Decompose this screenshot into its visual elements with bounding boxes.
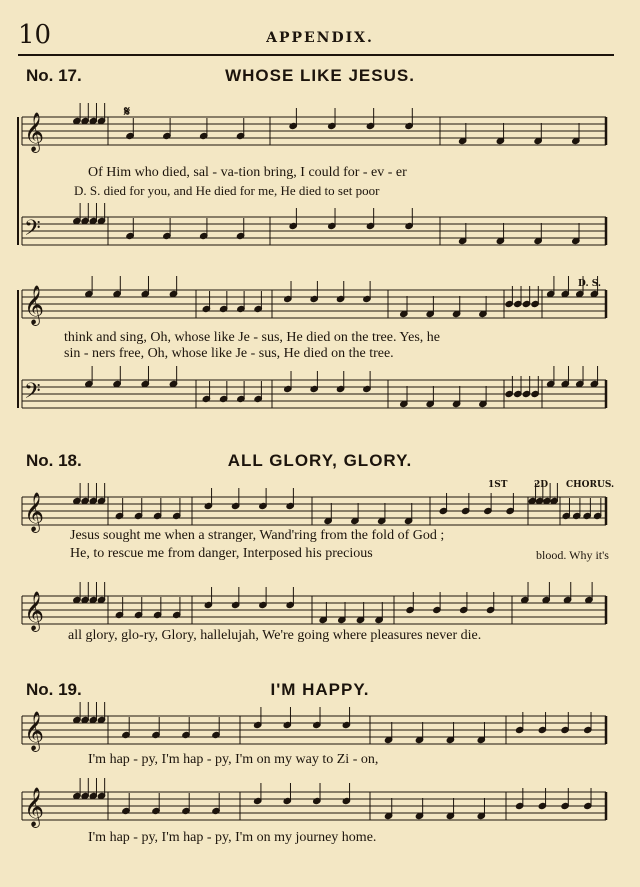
treble-clef-icon: 𝄞 bbox=[24, 787, 45, 827]
first-ending-label: 1ST bbox=[488, 480, 508, 490]
treble-clef-icon: 𝄞 bbox=[24, 112, 45, 152]
hymn-17-number: No. 17. bbox=[26, 66, 82, 85]
chorus-label: CHORUS. bbox=[566, 480, 615, 490]
treble-clef-icon: 𝄞 bbox=[24, 285, 45, 325]
hymn-17-lyric-1a: Of Him who died, sal - va-tion bring, I could for - ev - er bbox=[88, 165, 407, 180]
hymn-17-lyric-1b: D. S. died for you, and He died for me, He died to set poor bbox=[74, 183, 380, 198]
hymn-19-lyric-1: I'm hap - py, I'm hap - py, I'm on my way to Zi - on, bbox=[88, 752, 379, 767]
hymn-19-number: No. 19. bbox=[26, 680, 82, 699]
hymn-18-title: ALL GLORY, GLORY. bbox=[227, 451, 413, 470]
ds-mark: D. S. bbox=[578, 279, 602, 289]
hymn-19-title: I'M HAPPY. bbox=[270, 680, 370, 699]
hymn-18-number: No. 18. bbox=[26, 451, 82, 470]
hymn-18-lyric-1c: blood. Why it's bbox=[536, 548, 609, 562]
running-head: APPENDIX. bbox=[266, 30, 374, 46]
segno-mark: 𝄋 bbox=[124, 104, 131, 120]
second-ending-label: 2D bbox=[534, 480, 549, 490]
bass-clef-icon: 𝄢 bbox=[24, 379, 41, 409]
hymn-19-lyric-2: I'm hap - py, I'm hap - py, I'm on my journey home. bbox=[88, 830, 377, 845]
hymn-18-lyric-1b: He, to rescue me from danger, Interposed his precious bbox=[70, 546, 373, 561]
hymn-17-title: WHOSE LIKE JESUS. bbox=[225, 66, 415, 85]
treble-clef-icon: 𝄞 bbox=[24, 591, 45, 631]
hymn-17-lyric-2a: think and sing, Oh, whose like Je - sus, He died on the tree. Yes, he bbox=[64, 330, 441, 345]
treble-clef-icon: 𝄞 bbox=[24, 711, 45, 751]
hymn-18-lyric-1a: Jesus sought me when a stranger, Wand'ring from the fold of God ; bbox=[70, 528, 445, 543]
hymn-17-lyric-2b: sin - ners free, Oh, whose like Je - sus, He died on the tree. bbox=[64, 346, 394, 361]
treble-clef-icon: 𝄞 bbox=[24, 492, 45, 532]
hymn-18-lyric-2: all glory, glo-ry, Glory, hallelujah, We're going where pleasures never die. bbox=[68, 628, 482, 643]
bass-clef-icon: 𝄢 bbox=[24, 216, 41, 246]
page-number: 10 bbox=[18, 20, 52, 50]
